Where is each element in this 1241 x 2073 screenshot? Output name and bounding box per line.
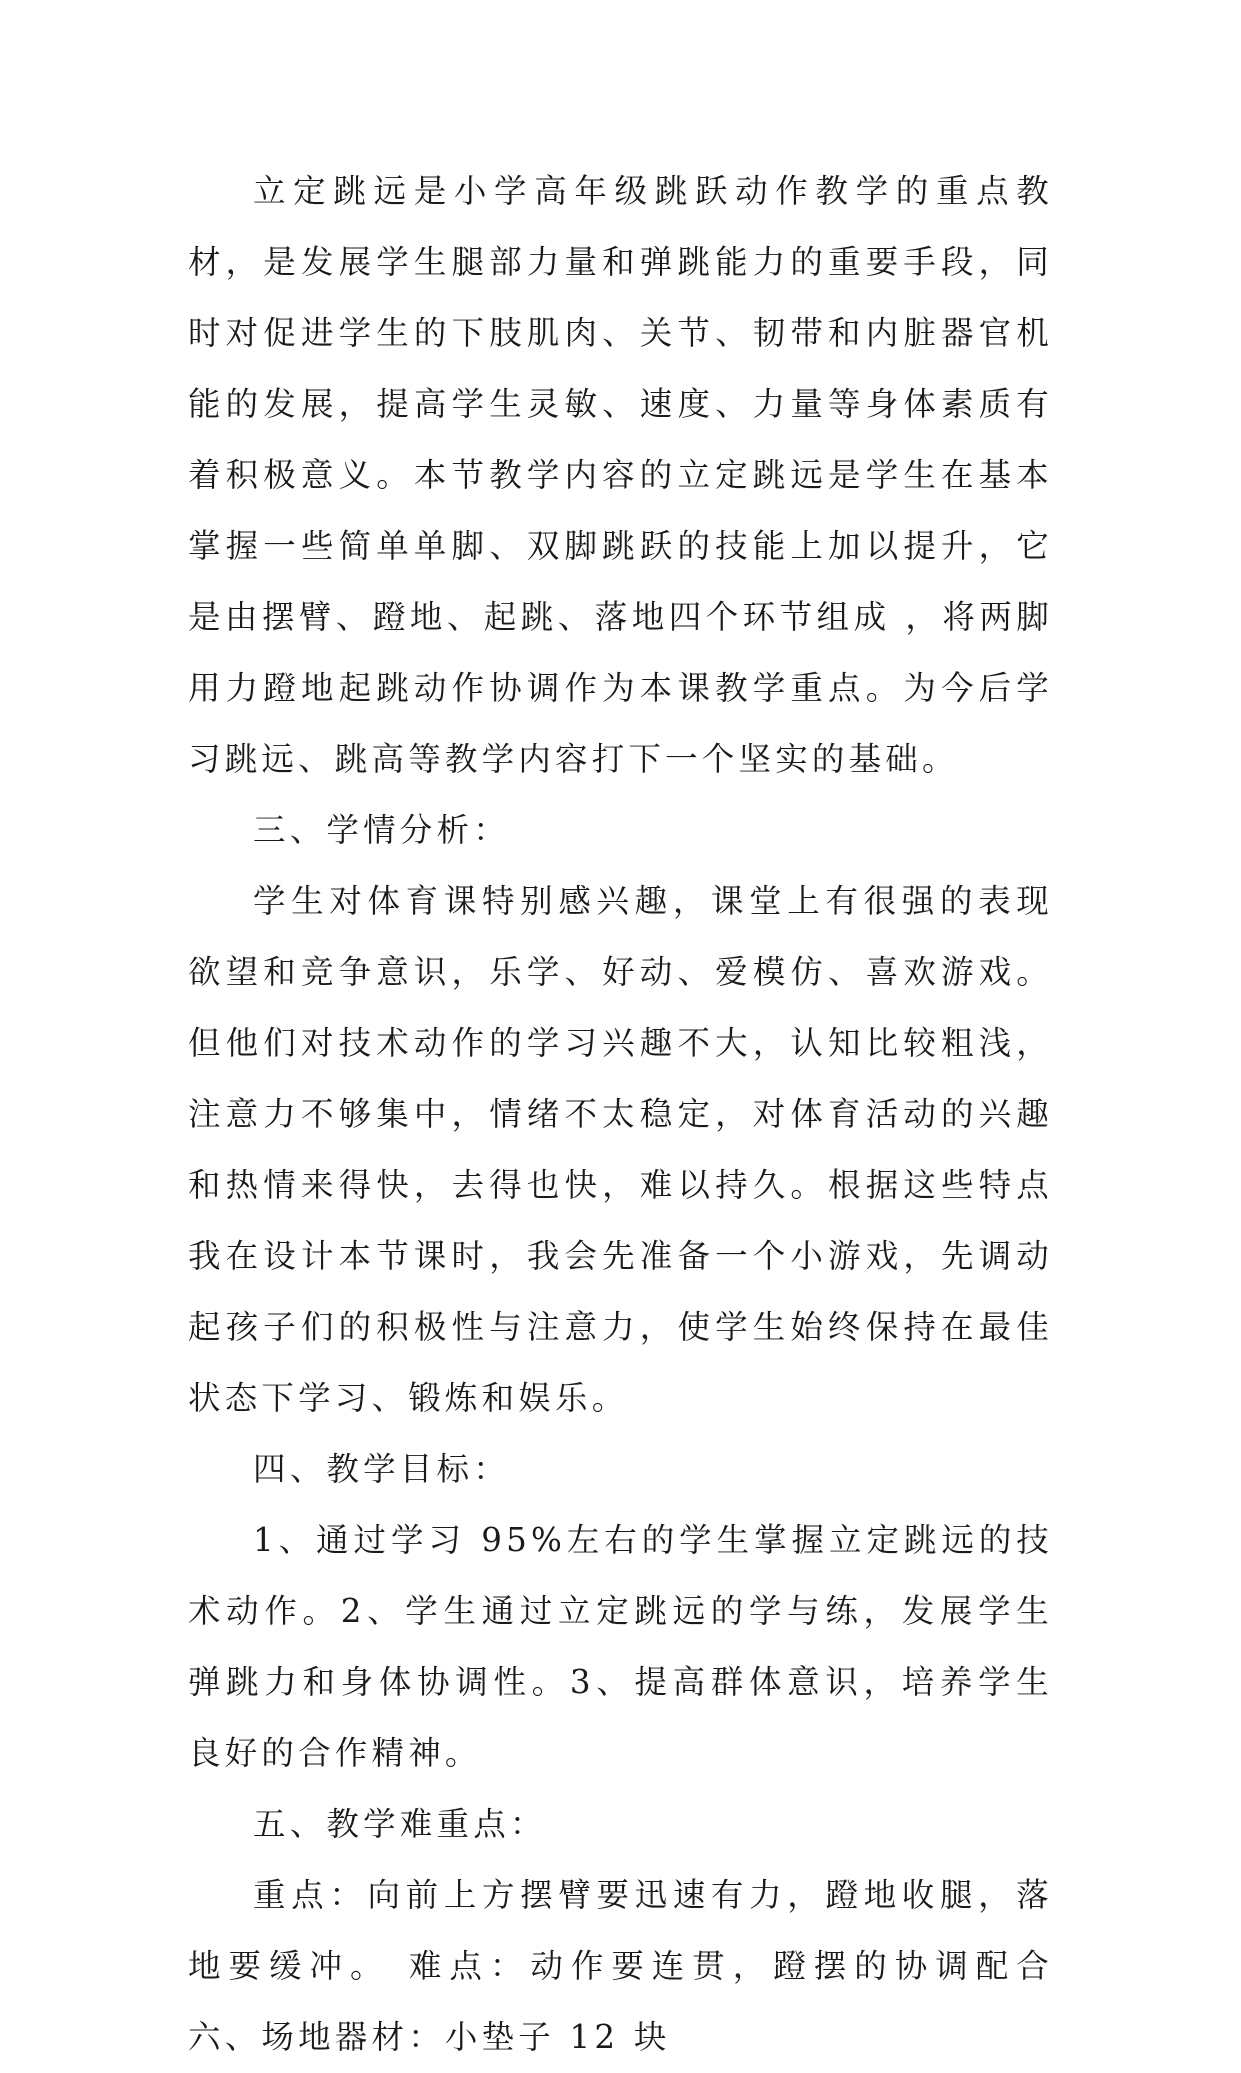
- heading-key-difficult-points: 五、教学难重点：: [253, 1805, 547, 1843]
- heading-teaching-objectives: 四、教学目标：: [253, 1450, 510, 1488]
- heading-student-analysis: 三、学情分析：: [253, 811, 510, 849]
- document-body: [188, 156, 1053, 2073]
- paragraph-student-analysis: 学生对体育课特别感兴趣，课堂上有很强的表现欲望和竞争意识，乐学、好动、爱模仿、喜欢游戏。但他们对技术动作的学习兴趣不大，认知比较粗浅，注意力不够集中，情绪不太稳定，对体育活动的兴趣和热情来得快，去得也快，难以持久。根据这些特点我在设计本节课时，我会先准备一个小游戏，先调动起孩子们的积极性与注意力，使学生始终保持在最佳状态下学习、锻炼和娱乐。: [188, 882, 1053, 1417]
- paragraph-standing-long-jump-intro: 立定跳远是小学高年级跳跃动作教学的重点教材，是发展学生腿部力量和弹跳能力的重要手段，同时对促进学生的下肢肌肉、关节、韧带和内脏器官机能的发展，提高学生灵敏、速度、力量等身体素质有着积极意义。本节教学内容的立定跳远是学生在基本掌握一些简单单脚、双脚跳跃的技能上加以提升，它是由摆臂、蹬地、起跳、落地四个环节组成 ，将两脚用力蹬地起跳动作协调作为本课教学重点。为今后学习跳远、跳高等教学内容打下一个坚实的基础。: [188, 172, 1053, 778]
- paragraph-key-difficult-points: 重点：向前上方摆臂要迅速有力，蹬地收腿，落地要缓冲。 难点：动作要连贯，蹬摆的协调配合 六、场地器材：小垫子 12 块: [188, 1876, 1053, 2056]
- paragraph-teaching-objectives: 1、通过学习 95%左右的学生掌握立定跳远的技术动作。2、学生通过立定跳远的学与练，发展学生弹跳力和身体协调性。3、提高群体意识，培养学生良好的合作精神。: [188, 1521, 1053, 1772]
